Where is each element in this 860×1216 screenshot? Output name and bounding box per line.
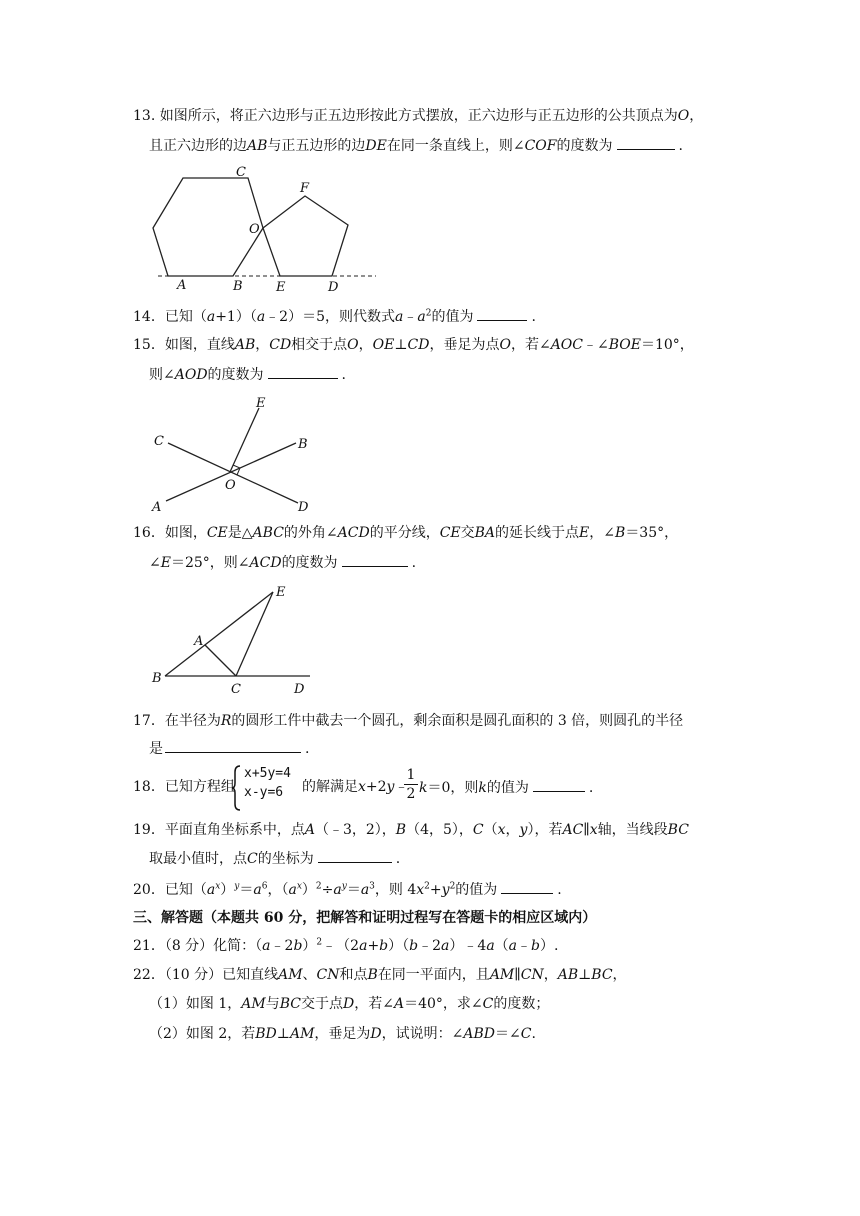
line-CD <box>168 443 298 503</box>
q18-line-b: k＝0，则k的值为 . <box>419 777 593 798</box>
answer-blank <box>477 306 527 321</box>
q13-line1: 13. 如图所示，将正六边形与正五边形按此方式摆放，正六边形与正五边形的公共顶点为O， <box>133 108 704 124</box>
label-A: A <box>177 278 187 293</box>
figure-q16 <box>148 582 323 701</box>
equation-system-brace <box>232 765 242 815</box>
q17-line2: 是 . <box>149 738 309 759</box>
q22-sub1: （1）如图 1，AM与BC交于点D，若∠A＝40°，求∠C的度数； <box>149 996 550 1012</box>
q18-prefix: 18．已知方程组 <box>133 779 235 795</box>
segment-AC <box>205 645 236 676</box>
label-O: O <box>225 478 236 493</box>
label-D: D <box>328 280 339 295</box>
q13-line2: 且正六边形的边AB与正五边形的边DE在同一条直线上，则∠COF的度数为 . <box>149 135 683 156</box>
answer-blank <box>342 552 408 567</box>
label-E: E <box>276 280 286 295</box>
answer-blank <box>533 777 585 792</box>
answer-blank <box>268 364 338 379</box>
section-3-heading: 三、解答题（本题共 60 分，把解答和证明过程写在答题卡的相应区域内） <box>133 910 597 926</box>
hexagon <box>153 178 263 276</box>
label-C: C <box>154 434 164 449</box>
q22-line1: 22．（10 分）已知直线AM、CN和点B在同一平面内，且AM∥CN，AB⊥BC， <box>133 967 627 983</box>
label-C: C <box>231 682 241 697</box>
answer-blank <box>501 879 553 894</box>
q16-line2: ∠E＝25°，则∠ACD的度数为 . <box>149 552 416 573</box>
label-E: E <box>256 396 266 411</box>
q22-sub2: （2）如图 2，若BD⊥AM，垂足为D，试说明：∠ABD＝∠C. <box>149 1026 536 1042</box>
figure-q15 <box>148 393 328 522</box>
equation-2: x-y=6 <box>244 785 284 800</box>
pentagon <box>263 196 348 276</box>
label-B: B <box>152 671 162 686</box>
answer-blank <box>165 738 301 753</box>
label-D: D <box>298 500 309 515</box>
label-O: O <box>249 222 260 237</box>
q19-line1: 19．平面直角坐标系中，点A（﹣3，2），B（4，5），C（x，y），若AC∥x轴，当线段BC <box>133 822 689 838</box>
segment-CE <box>236 592 273 676</box>
answer-blank <box>617 135 675 150</box>
q18-line-a: 的解满足x+2y﹣ <box>302 779 409 795</box>
q19-line2: 取最小值时，点C的坐标为 . <box>149 848 400 869</box>
equation-system <box>244 764 291 802</box>
label-C: C <box>236 165 246 180</box>
fraction-half: $\frac{1}{2}$ <box>404 767 418 803</box>
label-F: F <box>300 181 310 196</box>
q15-line1: 15．如图，直线AB，CD相交于点O，OE⊥CD，垂足为点O，若∠AOC﹣∠BOE＝10°， <box>133 337 694 353</box>
q17-line1: 17．在半径为R的圆形工件中截去一个圆孔，剩余面积是圆孔面积的 3 倍，则圆孔的半径 <box>133 713 684 729</box>
equation-1: x+5y=4 <box>244 766 291 781</box>
label-B: B <box>298 437 308 452</box>
figure-q13 <box>150 160 390 299</box>
label-A: A <box>194 634 204 649</box>
q15-line2: 则∠AOD的度数为 . <box>149 364 346 385</box>
line-OE <box>230 408 259 472</box>
label-D: D <box>294 682 305 697</box>
q16-line1: 16．如图，CE是△ABC的外角∠ACD的平分线，CE交BA的延长线于点E，∠B＝35°， <box>133 525 679 541</box>
label-A: A <box>152 500 162 515</box>
answer-blank <box>318 848 392 863</box>
line-BE <box>165 592 273 676</box>
label-B: B <box>233 279 243 294</box>
q21-line: 21．（8 分）化简：（a﹣2b）$^2$﹣（2a+b）（b﹣2a）﹣4a（a﹣b）. <box>133 937 559 954</box>
label-E: E <box>276 585 286 600</box>
q14-line: 14．已知（a+1）（a﹣2）＝5，则代数式$a﹣a^2$的值为 . <box>133 306 536 327</box>
q20-line: 20．已知$(a^x)^y=a^6$，$(a^x)^2\div a^y=a^3$，则 $4x^2+y^2$的值为 . <box>133 879 562 900</box>
